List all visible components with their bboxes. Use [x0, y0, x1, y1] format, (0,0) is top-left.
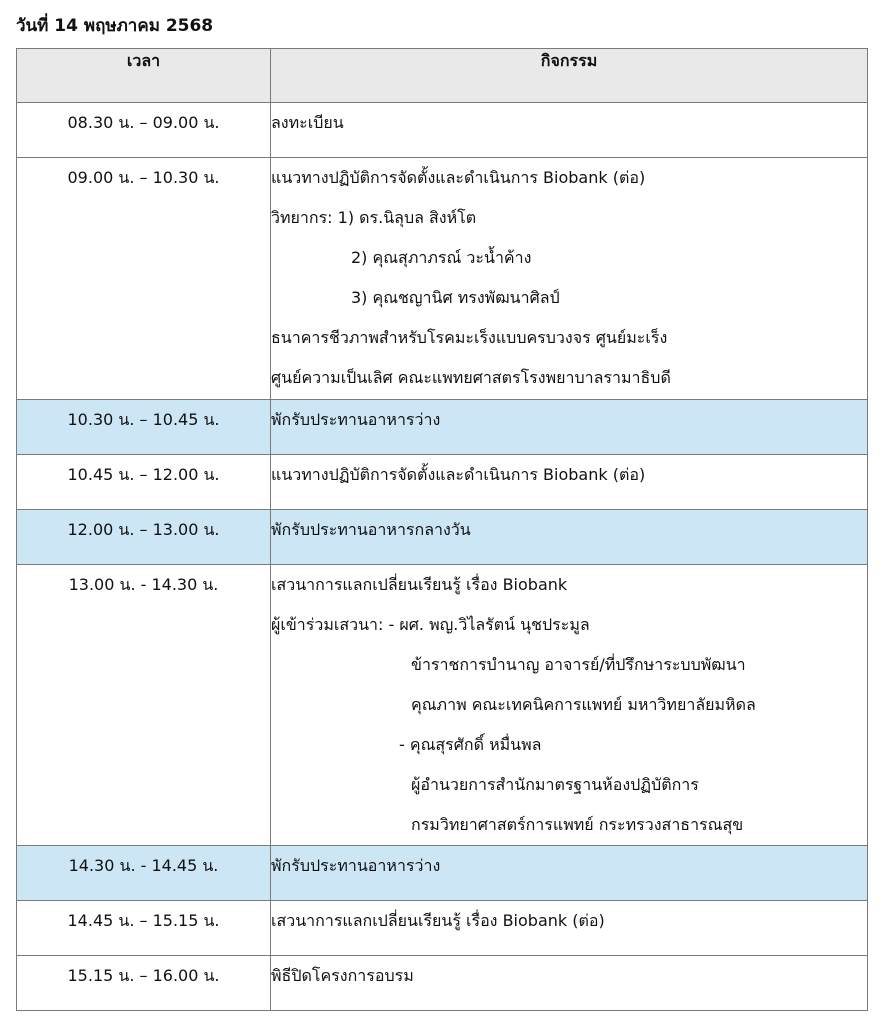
table-row [17, 158, 868, 400]
time-cell: 12.00 น. – 13.00 น. [17, 510, 271, 565]
time-cell: 14.30 น. - 14.45 น. [17, 846, 271, 901]
table-row-break [17, 846, 868, 901]
panelist-line: ผู้เข้าร่วมเสวนา: - ผศ. พญ.วิไลรัตน์ นุชประมูล [271, 615, 590, 634]
activity-cell [271, 455, 868, 510]
activity-cell [271, 565, 868, 846]
time-cell: 10.45 น. – 12.00 น. [17, 455, 271, 510]
time-column-header: เวลา [17, 49, 271, 103]
affiliation-line: ศูนย์ความเป็นเลิศ คณะแพทยศาสตรโรงพยาบาลรามาธิบดี [271, 368, 671, 387]
activity-cell [271, 103, 868, 158]
table-row [17, 565, 868, 846]
activity-cell [271, 510, 868, 565]
activity-cell [271, 158, 868, 400]
activity-cell [271, 901, 868, 956]
panelist-line: - คุณสุรศักดิ์ หมื่นพล [399, 735, 542, 754]
table-row [17, 103, 868, 158]
table-header-row [17, 49, 868, 103]
speaker-line: 2) คุณสุภาภรณ์ วะน้ำค้าง [351, 248, 532, 267]
speaker-line: 3) คุณชญานิศ ทรงพัฒนาศิลป์ [351, 288, 560, 307]
activity-line: ลงทะเบียน [271, 113, 344, 132]
table-row [17, 901, 868, 956]
activity-line: แนวทางปฏิบัติการจัดตั้งและดำเนินการ Biobank (ต่อ) [271, 168, 646, 187]
time-cell: 14.45 น. – 15.15 น. [17, 901, 271, 956]
activity-line: เสวนาการแลกเปลี่ยนเรียนรู้ เรื่อง Biobank [271, 575, 568, 594]
activity-cell [271, 956, 868, 1011]
time-cell: 09.00 น. – 10.30 น. [17, 158, 271, 400]
table-row [17, 455, 868, 510]
affiliation-line: ธนาคารชีวภาพสำหรับโรคมะเร็งแบบครบวงจร ศูนย์มะเร็ง [271, 328, 668, 347]
panelist-line: กรมวิทยาศาสตร์การแพทย์ กระทรวงสาธารณสุข [411, 815, 744, 834]
panelist-line: คุณภาพ คณะเทคนิคการแพทย์ มหาวิทยาลัยมหิดล [411, 695, 756, 714]
time-cell: 15.15 น. – 16.00 น. [17, 956, 271, 1011]
speaker-line: วิทยากร: 1) ดร.นิลุบล สิงห์โต [271, 208, 477, 227]
activity-line: เสวนาการแลกเปลี่ยนเรียนรู้ เรื่อง Biobank (ต่อ) [271, 911, 605, 930]
activity-line: พิธีปิดโครงการอบรม [271, 966, 414, 985]
activity-line: แนวทางปฏิบัติการจัดตั้งและดำเนินการ Biobank (ต่อ) [271, 465, 646, 484]
activity-line: พักรับประทานอาหารกลางวัน [271, 520, 471, 539]
table-row [17, 956, 868, 1011]
activity-cell [271, 846, 868, 901]
page-title: วันที่ 14 พฤษภาคม 2568 [16, 16, 214, 36]
time-cell: 13.00 น. - 14.30 น. [17, 565, 271, 846]
activity-line: พักรับประทานอาหารว่าง [271, 856, 441, 875]
activity-cell [271, 400, 868, 455]
time-cell: 08.30 น. – 09.00 น. [17, 103, 271, 158]
panelist-line: ผู้อำนวยการสำนักมาตรฐานห้องปฏิบัติการ [411, 775, 699, 794]
panelist-line: ข้าราชการบำนาญ อาจารย์/ที่ปรึกษาระบบพัฒนา [411, 655, 746, 674]
time-cell: 10.30 น. – 10.45 น. [17, 400, 271, 455]
table-row-break [17, 400, 868, 455]
activity-line: พักรับประทานอาหารว่าง [271, 410, 441, 429]
table-row-break [17, 510, 868, 565]
schedule-table [16, 48, 868, 1011]
activity-column-header: กิจกรรม [271, 49, 868, 103]
